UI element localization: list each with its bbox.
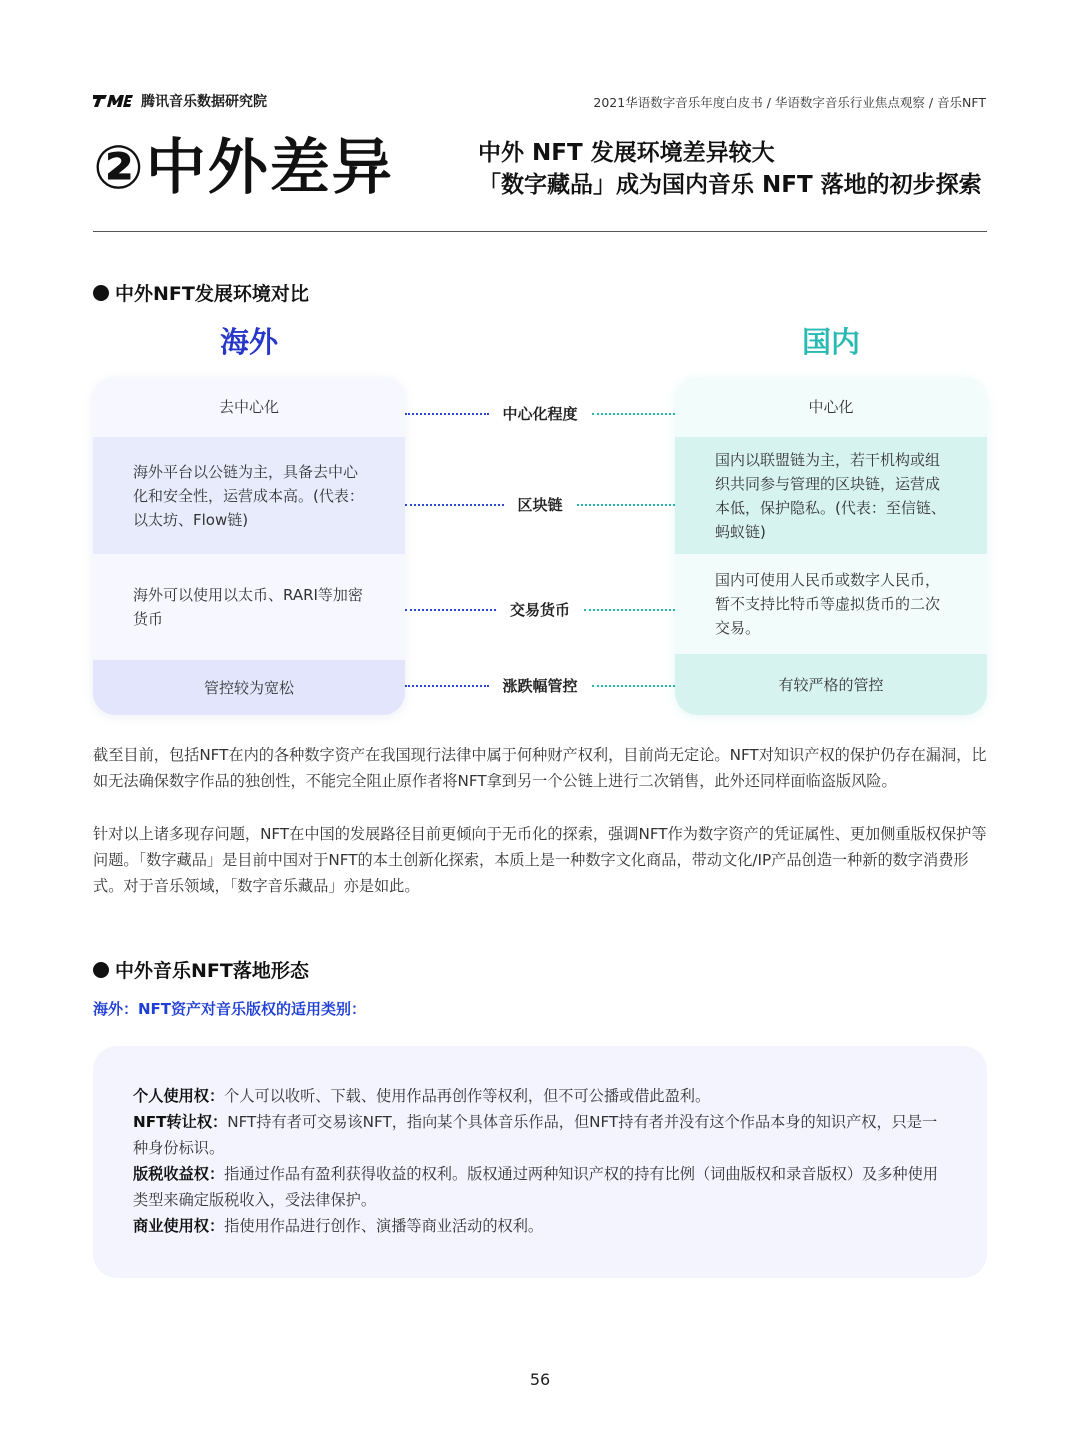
connector-left xyxy=(405,504,504,506)
domestic-title: 国内 xyxy=(801,325,860,359)
right-nft-transfer xyxy=(133,1109,949,1161)
header-divider xyxy=(93,231,987,232)
overseas-cell-blockchain: 海外平台以公链为主，具备去中心化和安全性，运营成本高。(代表：以太坊、Flow链) xyxy=(93,437,405,554)
row-label-text: 涨跌幅管控 xyxy=(502,677,578,695)
row-label-text: 中心化程度 xyxy=(502,405,578,423)
overseas-cell-price-control: 管控较为宽松 xyxy=(93,660,405,715)
overseas-title: 海外 xyxy=(219,325,278,359)
right-desc: 指使用作品进行创作、演播等商业活动的权利。 xyxy=(224,1217,544,1235)
row-label-text: 交易货币 xyxy=(510,601,571,619)
page-title: ②中外差异 xyxy=(93,133,394,203)
row-label-text: 区块链 xyxy=(517,496,563,514)
page-subtitle xyxy=(478,137,982,201)
right-term: 商业使用权： xyxy=(133,1217,225,1235)
breadcrumb: 2021华语数字音乐年度白皮书 / 华语数字音乐行业焦点观察 / 音乐NFT xyxy=(593,95,986,110)
paragraph-digital-collectibles: 针对以上诸多现存问题，NFT在中国的发展路径目前更倾向于无币化的探索，强调NFT作为数字资产的凭证属性、更加侧重版权保护等问题。「数字藏品」是目前中国对于NFT的本土创新化探索，本质上是一种数字文化商品，带动文化/IP产品创造一种新的数字消费形式。对于音乐领域，「数字音乐藏品」亦是如此。 xyxy=(93,825,987,895)
brand-logo xyxy=(93,91,267,111)
domestic-card xyxy=(675,377,987,715)
right-term: 个人使用权： xyxy=(133,1087,225,1105)
overseas-cell-centralization: 去中心化 xyxy=(93,377,405,437)
domestic-cell-price-control: 有较严格的管控 xyxy=(675,654,987,715)
subtitle-line-1: 中外 NFT 发展环境差异较大 xyxy=(478,140,775,166)
connector-right xyxy=(592,685,676,687)
connector-right xyxy=(592,413,676,415)
right-desc: 个人可以收听、下载、使用作品再创作等权利，但不可公播或借此盈利。 xyxy=(224,1087,711,1105)
comparison-heading-text: 中外NFT发展环境对比 xyxy=(115,283,309,305)
domestic-cell-blockchain: 国内以联盟链为主，若干机构或组织共同参与管理的区块链，运营成本低，保护隐私。(代表：至信链、蚂蚁链) xyxy=(675,437,987,554)
connector-left xyxy=(405,609,496,611)
domestic-cell-centralization: 中心化 xyxy=(675,377,987,437)
paragraph-legal-status: 截至目前，包括NFT在内的各种数字资产在我国现行法律中属于何种财产权利，目前尚无定论。NFT对知识产权的保护仍存在漏洞，比如无法确保数字作品的独创性，不能完全阻止原作者将NFT拿到另一个公链上进行二次销售，此外还同样面临盗版风险。 xyxy=(93,746,987,790)
connector-left xyxy=(405,685,489,687)
domestic-cell-currency: 国内可使用人民币或数字人民币，暂不支持比特币等虚拟货币的二次交易。 xyxy=(675,554,987,654)
row-label-price-control xyxy=(405,675,675,696)
row-label-blockchain xyxy=(405,494,675,515)
tme-logo-icon xyxy=(93,93,133,109)
overseas-rights-label: 海外：NFT资产对音乐版权的适用类别： xyxy=(93,1000,367,1018)
rights-box xyxy=(93,1046,987,1278)
music-nft-heading xyxy=(93,956,309,983)
row-label-currency xyxy=(405,599,675,620)
logo-text: 腾讯音乐数据研究院 xyxy=(141,94,267,110)
right-term: 版税收益权： xyxy=(133,1165,225,1183)
right-royalty xyxy=(133,1161,949,1213)
row-label-centralization xyxy=(405,403,675,424)
overseas-card xyxy=(93,377,405,715)
right-desc: NFT持有者可交易该NFT，指向某个具体音乐作品，但NFT持有者并没有这个作品本身的知识产权，只是一种身份标识。 xyxy=(133,1113,938,1157)
bullet-icon xyxy=(93,962,109,978)
bullet-icon xyxy=(93,285,109,301)
right-commercial-use xyxy=(133,1213,949,1239)
overseas-cell-currency: 海外可以使用以太币、RARI等加密货币 xyxy=(93,554,405,660)
right-personal-use xyxy=(133,1083,949,1109)
right-term: NFT转让权： xyxy=(133,1113,228,1131)
music-nft-heading-text: 中外音乐NFT落地形态 xyxy=(115,960,309,982)
right-desc: 指通过作品有盈利获得收益的权利。版权通过两种知识产权的持有比例（词曲版权和录音版权）及多种使用类型来确定版税收入，受法律保护。 xyxy=(133,1165,938,1209)
subtitle-line-2: 「数字藏品」成为国内音乐 NFT 落地的初步探索 xyxy=(478,172,982,198)
page-number: 56 xyxy=(529,1370,551,1389)
connector-left xyxy=(405,413,489,415)
connector-right xyxy=(577,504,676,506)
comparison-heading xyxy=(93,279,309,306)
connector-right xyxy=(584,609,675,611)
